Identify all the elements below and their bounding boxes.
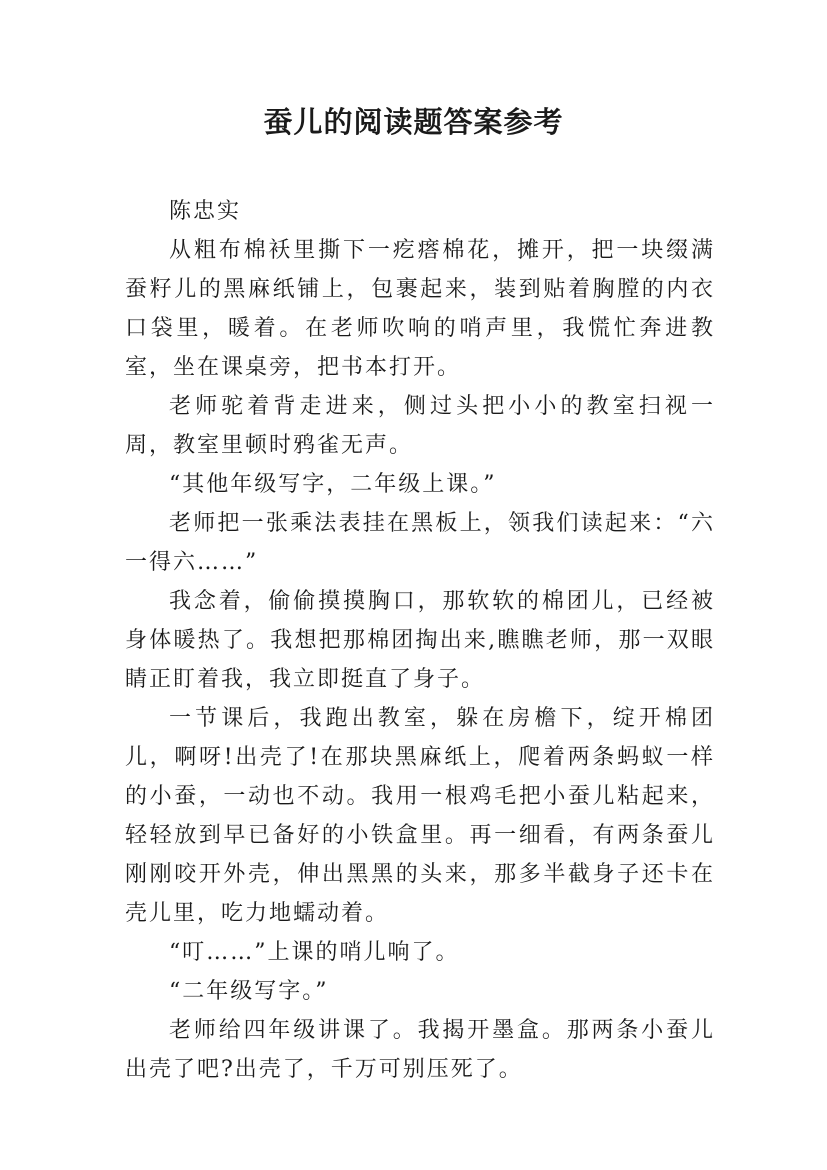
paragraph: 从粗布棉袄里撕下一疙瘩棉花，摊开，把一块缀满蚕籽儿的黑麻纸铺上，包裹起来，装到贴着胸膛的内衣口袋里，暖着。在老师吹响的哨声里，我慌忙奔进教室，坐在课桌旁，把书本打开。	[125, 238, 715, 380]
paragraph: 老师把一张乘法表挂在黑板上，领我们读起来：“六一得六……”	[125, 511, 715, 575]
paragraph: “二年级写字。”	[169, 979, 329, 1004]
document-title: 蚕儿的阅读题答案参考	[263, 105, 564, 139]
paragraph: “叮……”上课的哨儿响了。	[169, 940, 460, 965]
author-line: 陈忠实	[169, 199, 242, 224]
paragraph: “其他年级写字，二年级上课。”	[169, 472, 497, 497]
paragraph: 老师驼着背走进来，侧过头把小小的教室扫视一周，教室里顿时鸦雀无声。	[125, 394, 715, 458]
paragraph: 我念着，偷偷摸摸胸口，那软软的棉团儿，已经被身体暖热了。我想把那棉团掏出来,瞧瞧老师，那一双眼睛正盯着我，我立即挺直了身子。	[125, 589, 715, 692]
paragraph: 一节课后，我跑出教室，躲在房檐下，绽开棉团儿，啊呀!出壳了!在那块黑麻纸上，爬着两条蚂蚁一样的小蚕，一动也不动。我用一根鸡毛把小蚕儿粘起来，轻轻放到早已备好的小铁盒里。再一细看，有两条蚕儿刚刚咬开外壳，伸出黑黑的头来，那多半截身子还卡在壳儿里，吃力地蠕动着。	[125, 706, 715, 926]
paragraph: 老师给四年级讲课了。我揭开墨盒。那两条小蚕儿出壳了吧?出壳了，千万可别压死了。	[125, 1018, 715, 1082]
document-body	[125, 192, 715, 1089]
